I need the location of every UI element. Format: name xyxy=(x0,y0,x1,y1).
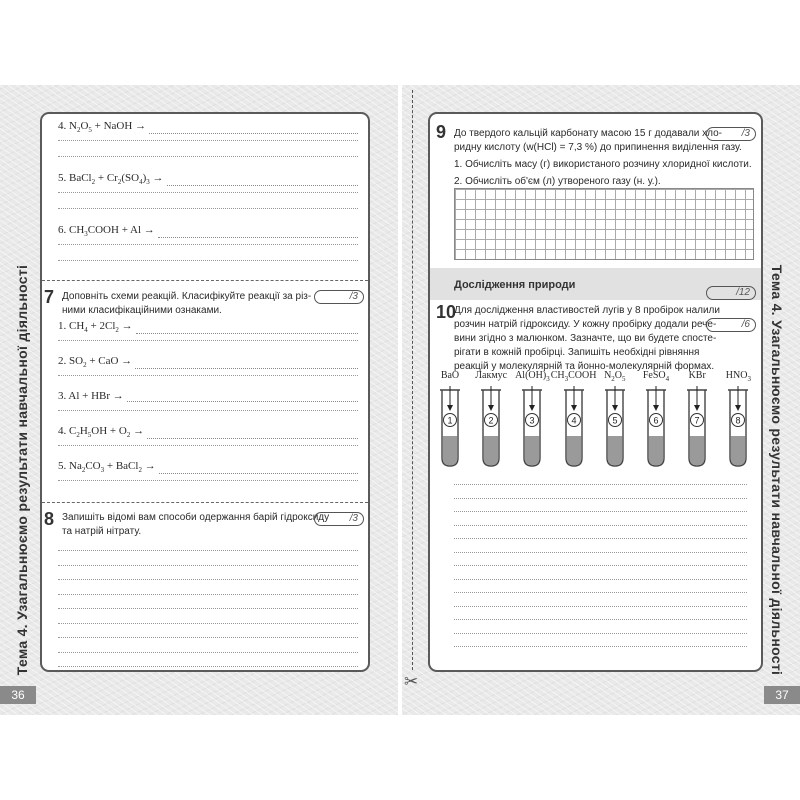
answer-line[interactable] xyxy=(454,525,747,526)
reagent-label-6: FeSO$_4$ xyxy=(642,370,670,383)
task9-grid-answer-area[interactable] xyxy=(454,188,754,260)
right-side-title: Тема 4. Узагальнюємо результати навчальної діяльності xyxy=(769,264,785,676)
answer-line[interactable] xyxy=(58,192,358,193)
answer-line[interactable] xyxy=(58,579,358,580)
answer-line[interactable] xyxy=(135,361,358,369)
answer-line[interactable] xyxy=(58,375,358,376)
test-tube-8 xyxy=(728,386,748,468)
answer-line[interactable] xyxy=(58,652,358,653)
answer-line[interactable] xyxy=(454,498,747,499)
test-tube-7 xyxy=(687,386,707,468)
scissors-icon: ✂ xyxy=(404,672,419,691)
answer-line[interactable] xyxy=(58,623,358,624)
answer-line[interactable] xyxy=(58,608,358,609)
left-side-title: Тема 4. Узагальнюємо результати навчальної діяльності xyxy=(14,264,30,676)
reagent-label-7: KBr xyxy=(688,370,706,381)
answer-line[interactable] xyxy=(58,340,358,341)
task8-text xyxy=(62,511,329,539)
test-tube-1 xyxy=(440,386,460,468)
task10-text-line3: вини згідно з малюнком. Зазначте, що ви будете спосте- xyxy=(454,333,717,344)
answer-line[interactable] xyxy=(147,431,358,439)
task10-text-line5: реакцій у молекулярній та йонно-молекулярній формах. xyxy=(454,361,715,372)
test-tube-3 xyxy=(522,386,542,468)
task7-formula-4: 4. $C_2H_5OH + O_2$ → xyxy=(58,425,145,440)
task7-equation-3 xyxy=(58,390,358,402)
top-equation-2 xyxy=(58,172,358,186)
reagent-label-8: $HNO_3$ xyxy=(725,370,751,383)
task9-text-line1: До твердого кальцій карбонату масою 15 г додавали хло- xyxy=(454,128,723,139)
task8-divider xyxy=(42,502,368,503)
reagent-label-3: $Al(OH)_3$ xyxy=(515,370,550,383)
answer-line[interactable] xyxy=(58,565,358,566)
answer-line[interactable] xyxy=(454,552,747,553)
left-worksheet-card xyxy=(40,112,370,672)
answer-line[interactable] xyxy=(454,592,747,593)
section-score-field[interactable]: /12 xyxy=(706,286,756,300)
task9-number: 9 xyxy=(436,122,447,142)
task10-text-line1: Для дослідження властивостей лугів у 8 пробірок налили xyxy=(454,305,720,316)
svg-text:8: 8 xyxy=(735,415,741,426)
svg-text:7: 7 xyxy=(694,415,700,426)
task10-text-line2: розчин натрій гідроксиду. У кожну пробірку додали рече- xyxy=(454,319,717,330)
task7-equation-4 xyxy=(58,425,358,439)
answer-line[interactable] xyxy=(58,260,358,261)
answer-line[interactable] xyxy=(136,326,358,334)
right-page-number: 37 xyxy=(764,686,800,704)
answer-line[interactable] xyxy=(454,579,747,580)
answer-line[interactable] xyxy=(454,484,747,485)
answer-line[interactable] xyxy=(454,606,747,607)
svg-text:5: 5 xyxy=(612,415,618,426)
task7-formula-5: 5. $Na_2CO_3$ + BaCl$_2$ → xyxy=(58,460,156,475)
task7-equation-1 xyxy=(58,320,358,334)
task7-formula-2: 2. $SO_2$ + CaO → xyxy=(58,355,133,370)
top-formula-2: 5. BaCl$_2$ + $Cr_2(SO_4)_3$ → xyxy=(58,172,164,187)
reagent-label-1: BaO xyxy=(440,370,460,381)
task7-number: 7 xyxy=(44,287,55,307)
reagent-label-4: $CH_3COOH$ xyxy=(550,370,597,383)
answer-line[interactable] xyxy=(58,666,358,667)
task9-item2: 2. Обчисліть об'єм (л) утвореного газу (н. у.). xyxy=(454,176,661,187)
task7-text xyxy=(62,290,311,318)
left-page-number: 36 xyxy=(0,686,36,704)
svg-text:2: 2 xyxy=(488,415,494,426)
answer-line[interactable] xyxy=(58,637,358,638)
test-tube-4 xyxy=(564,386,584,468)
answer-line[interactable] xyxy=(58,445,358,446)
task8-number: 8 xyxy=(44,509,55,529)
test-tube-2 xyxy=(481,386,501,468)
cut-line xyxy=(412,90,413,670)
right-worksheet-card xyxy=(428,112,763,672)
task10-score-field[interactable]: /6 xyxy=(706,318,756,332)
task8-score-field[interactable]: /3 xyxy=(314,512,364,526)
test-tube-5 xyxy=(605,386,625,468)
task8-text-line1: Запишіть відомі вам способи одержання барій гідроксиду xyxy=(62,512,330,523)
book-gutter xyxy=(398,85,402,715)
answer-line[interactable] xyxy=(58,156,358,157)
task7-text-line2: ними класифікаційними ознаками. xyxy=(62,305,222,316)
answer-line[interactable] xyxy=(58,208,358,209)
top-equation-1 xyxy=(58,120,358,134)
reagent-label-5: $N_2O_5$ xyxy=(604,370,626,383)
top-formula-1: 4. $N_2O_5$ + NaOH → xyxy=(58,120,147,135)
answer-line[interactable] xyxy=(454,511,747,512)
answer-line[interactable] xyxy=(454,538,747,539)
task9-score-field[interactable]: /3 xyxy=(706,127,756,141)
task7-divider xyxy=(42,280,368,281)
svg-text:1: 1 xyxy=(447,415,453,426)
task10-text-line4: рігати в кожній пробірці. Запишіть необхідні рівняння xyxy=(454,347,700,358)
task7-score-field[interactable]: /3 xyxy=(314,290,364,304)
answer-line[interactable] xyxy=(454,633,747,634)
task7-formula-1: 1. $CH_4 + 2Cl_2$ → xyxy=(58,320,133,335)
task9-text-line2: ридну кислоту (w(HCl) = 7,3 %) до припинення виділення газу. xyxy=(454,142,742,153)
answer-line[interactable] xyxy=(454,619,747,620)
top-equation-3 xyxy=(58,224,358,238)
answer-line[interactable] xyxy=(158,230,358,238)
answer-line[interactable] xyxy=(58,550,358,551)
answer-line[interactable] xyxy=(149,126,358,134)
svg-text:3: 3 xyxy=(529,415,535,426)
answer-line[interactable] xyxy=(58,140,358,141)
task10-number: 10 xyxy=(436,302,457,322)
task7-equation-2 xyxy=(58,355,358,369)
test-tube-6 xyxy=(646,386,666,468)
svg-text:6: 6 xyxy=(653,415,659,426)
task7-text-line1: Доповніть схеми реакцій. Класифікуйте реакції за різ- xyxy=(62,291,312,302)
section-title: Дослідження природи xyxy=(454,279,576,291)
answer-line[interactable] xyxy=(127,394,358,402)
top-formula-3: 6. $CH_3COOH + Al$ → xyxy=(58,224,155,239)
answer-line[interactable] xyxy=(58,480,358,481)
task7-formula-3: 3. Al + HBr → xyxy=(58,390,124,402)
answer-line[interactable] xyxy=(58,410,358,411)
answer-line[interactable] xyxy=(167,178,359,186)
answer-line[interactable] xyxy=(159,466,358,474)
task9-item1: 1. Обчисліть масу (г) використаного розчину хлоридної кислоти. xyxy=(454,159,752,170)
answer-line[interactable] xyxy=(58,594,358,595)
answer-line[interactable] xyxy=(454,565,747,566)
task10-text xyxy=(454,304,720,374)
task7-equation-5 xyxy=(58,460,358,474)
task8-text-line2: та натрій нітрату. xyxy=(62,526,142,537)
answer-line[interactable] xyxy=(454,646,747,647)
svg-text:4: 4 xyxy=(571,415,577,426)
answer-line[interactable] xyxy=(58,244,358,245)
reagent-label-2: Лакмус xyxy=(475,370,508,381)
